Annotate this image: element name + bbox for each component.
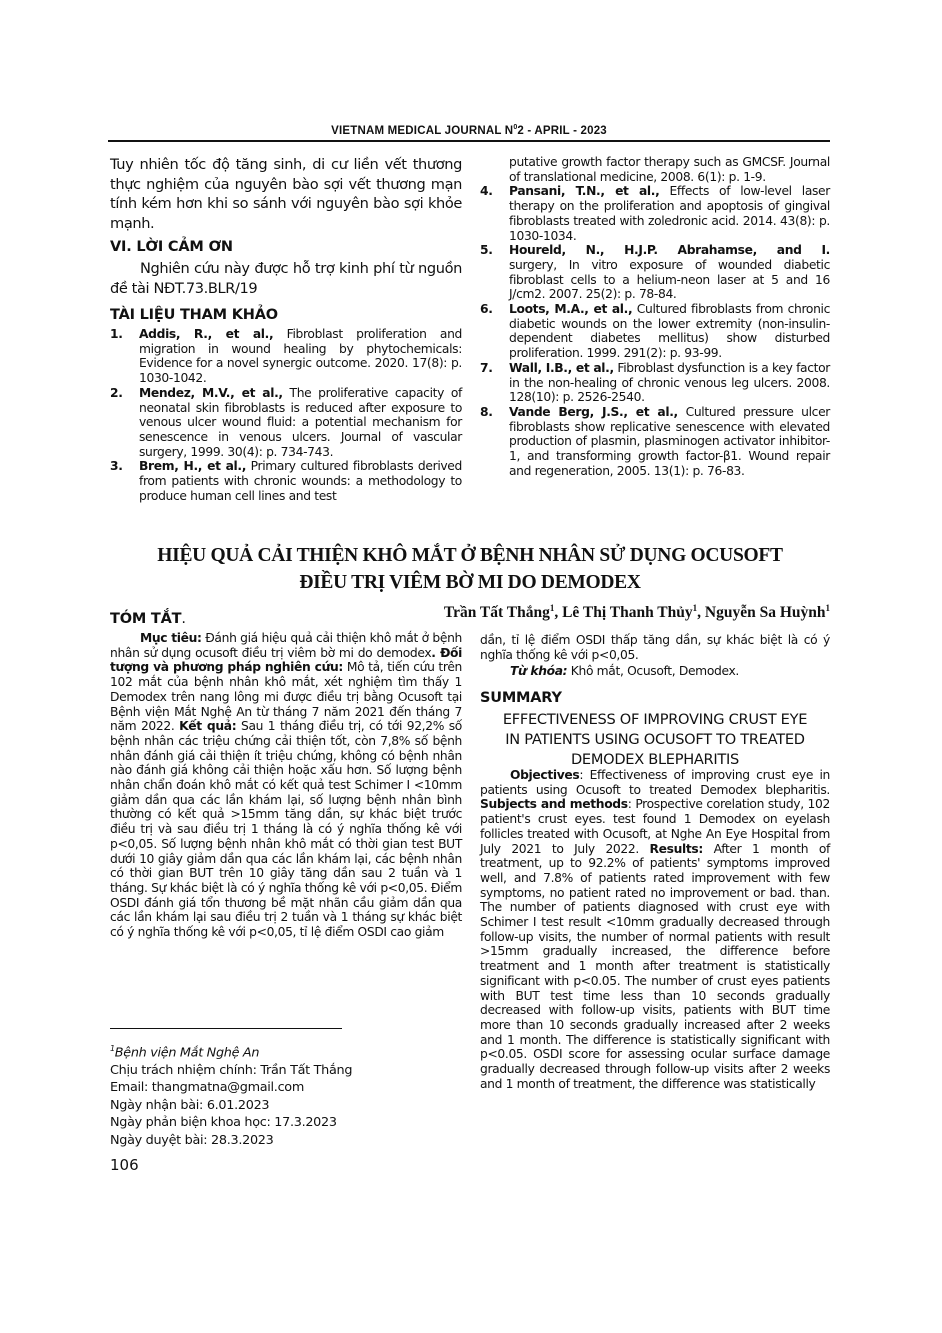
summary-heading: SUMMARY bbox=[480, 690, 562, 706]
ref-authors: Vande Berg, J.S., et al., bbox=[509, 404, 678, 419]
author-list: Trần Tất Thắng$^1$, Lê Thị Thanh Thủy$^1$, Nguyễn Sa Huỳnh$^1$ bbox=[443, 603, 830, 622]
ack-paragraph: Nghiên cứu này được hỗ trợ kinh phí từ nguồn đề tài NĐT.73.BLR/19 bbox=[110, 260, 462, 297]
reference-item bbox=[480, 243, 830, 302]
title-line-2: ĐIỀU TRỊ VIÊM BỜ MI DO DEMODEX bbox=[299, 572, 641, 593]
abstract-heading bbox=[110, 611, 462, 627]
author-name: Nguyễn Sa Huỳnh bbox=[704, 604, 826, 622]
ref-number: 4. bbox=[480, 184, 493, 199]
footnote-corresponding: Chịu trách nhiệm chính: Trần Tất Thắng bbox=[110, 1062, 353, 1078]
ref-authors: Wall, I.B., et al., bbox=[509, 360, 614, 375]
ref-number: 3. bbox=[110, 459, 123, 474]
ref-number bbox=[480, 155, 509, 184]
ref-number: 7. bbox=[480, 360, 493, 375]
references-right bbox=[480, 155, 830, 478]
results-label: Kết quả: bbox=[179, 719, 237, 734]
journal-name: VIETNAM MEDICAL JOURNAL N bbox=[331, 124, 514, 137]
footnote-rule bbox=[110, 1028, 342, 1029]
ref-number: 1. bbox=[110, 327, 123, 341]
methods-text: : Prospective corelation study, 102 patient's crust eyes. test found 1 Demodex on eyelash follicles treated with Ocusoft, at Nghe An Eye Hospital from July 2021 to July 2022. bbox=[480, 797, 830, 856]
ref-number: 6. bbox=[480, 302, 493, 317]
abstract-vi-paragraph bbox=[110, 631, 462, 940]
footnote-accepted: Ngày duyệt bài: 28.3.2023 bbox=[110, 1132, 274, 1148]
results-text: Sau 1 tháng điều trị, có tới 92,2% số bệnh nhân các triệu chứng cải thiện tốt, còn 7,8% số bệnh nhân đánh giá cải thiện ít triệu chứng, không có bệnh nhân nào đánh giá không cải thiện hoặc xấu hơn. Số lượng bệnh nhân chẩn đoán khô mắt có kết quả test Schimer I <10mm giảm dần qua các lần khám lại, số lượng bệnh nhân bình thường có kết quả >15mm tăng dần, sự khác biệt trước điều trị và sau điều trị 1 tháng là có ý nghĩa thống kê với p<0,05. Số lượng bệnh nhân khô mắt có thời gian test BUT dưới 10 giây giảm dần qua các lần khám lại, các bệnh nhân có thời gian BUT trên 10 giây tăng dần sau 2 tuần và 1 tháng. Sự khác biệt là có ý nghĩa thống kê với p<0,05. Điểm OSDI đánh giá tổn thương bề mặt nhãn cầu giảm dần qua các lần khám lại sau điều trị 2 tuần và 1 tháng sự khác biệt có ý nghĩa thống kê với p<0,05, tỉ lệ điểm OSDI cao giảm bbox=[110, 719, 462, 940]
running-header bbox=[108, 124, 830, 137]
reference-item bbox=[480, 405, 830, 479]
ref-authors: Brem, H., et al., bbox=[139, 459, 247, 474]
article-title bbox=[110, 542, 830, 596]
references-left bbox=[110, 327, 462, 503]
ref-number: 8. bbox=[480, 404, 493, 419]
keywords bbox=[480, 664, 830, 679]
affiliation-text: Bệnh viện Mắt Nghệ An bbox=[114, 1045, 260, 1061]
abstract-vi-continued: dần, tỉ lệ điểm OSDI thấp tăng dần, sự khác biệt là có ý nghĩa thống kê với p<0,05. bbox=[480, 633, 830, 662]
ref-text: Fibroblast proliferation and migration in wound healing by phytochemicals: Evidence for a novel synergic outcome. 2020. 17(8): p. 1030-1042. bbox=[139, 327, 462, 386]
results-label: Results: bbox=[649, 841, 703, 856]
summary-title: EFFECTIVENESS OF IMPROVING CRUST EYE IN PATIENTS USING OCUSOFT TO TREATED DEMODEX BLEPHARITIS bbox=[502, 711, 808, 768]
abstract-heading-dot: . bbox=[181, 611, 186, 627]
footnote-reviewed: Ngày phản biện khoa học: 17.3.2023 bbox=[110, 1115, 337, 1131]
author-name: Trần Tất Thắng bbox=[443, 604, 550, 622]
conclusion-paragraph: Tuy nhiên tốc độ tăng sinh, di cư liền vết thương thực nghiệm của nguyên bào sợi vết thương mạn tính kém hơn khi so sánh với nguyên bào sợi khỏe mạnh. bbox=[110, 156, 462, 232]
page-number: 106 bbox=[110, 1156, 139, 1174]
objectives-text: : Effectiveness of improving crust eye in patients using Ocusoft to treated Demodex blepharitis. bbox=[480, 768, 830, 797]
ref-text: putative growth factor therapy such as GMCSF. Journal of translational medicine, 2008. 6(1): p. 1-9. bbox=[509, 155, 830, 184]
reference-item bbox=[480, 361, 830, 405]
reference-item bbox=[110, 327, 462, 386]
ref-number: 5. bbox=[480, 243, 493, 258]
ref-text: Primary cultured fibroblasts derived from patients with chronic wounds: a methodology to produce human cell lines and test bbox=[139, 459, 462, 503]
ref-authors: Mendez, M.V., et al., bbox=[139, 385, 283, 400]
keywords-text: Khô mắt, Ocusoft, Demodex. bbox=[567, 664, 739, 678]
methods-text: Mô tả, tiến cứu trên 102 mắt của bệnh nhân khô mắt, xét nghiệm tìm thấy 1 Demodex trên nang lông mi được điều trị bằng Ocusoft tại Bệnh viện Mắt Nghệ An từ tháng 7 năm 2021 đến tháng 7 năm 2022. bbox=[110, 660, 462, 734]
objectives-label: Objectives bbox=[510, 768, 580, 782]
ref-authors: Addis, R., et al., bbox=[139, 327, 274, 341]
results-text: After 1 month of treatment, up to 92.2% of patients' symptoms improved well, and 7.8% of patients rated improvement with few symptoms, no patient rated no improvement or bad. than. The number of patients diagnosed with crust eye with Schimer I test result <10mm gradually decreased through follow-up visits, the number of normal patients with result >15mm gradually increased, the difference before treatment and 1 month after treatment is statistically significant with p<0.05. The number of crust eyes patients with BUT test time less than 10 seconds gradually decreased with follow-up visits, patients with BUT time more than 10 seconds gradually increased after 2 weeks and 1 month. The difference is statistically significant with p<0.05. OSDI score for assessing ocular surface damage gradually decreased through follow-up visits after 2 weeks and 1 month of treatment, the difference was statistically bbox=[480, 841, 830, 1091]
author-affiliation: 1 bbox=[825, 603, 830, 613]
objective-label: Mục tiêu: bbox=[140, 631, 202, 645]
reference-item bbox=[110, 386, 462, 460]
ref-text: surgery, In vitro exposure of wounded diabetic fibroblast cells to a helium-neon laser at 5 and 16 J/cm2. 2007. 25(2): p. 78-84. bbox=[509, 257, 830, 302]
ref-text: Fibroblast dysfunction is a key factor in the non-healing of chronic venous leg ulcers. 2008. 128(10): p. 2526-2540. bbox=[509, 360, 830, 405]
ref-text: Effects of low-level laser therapy on the proliferation and apoptosis of gingival fibroblasts treated with zoledronic acid. 2014. 43(8): p. 1030-1034. bbox=[509, 184, 830, 243]
ack-heading: VI. LỜI CẢM ƠN bbox=[110, 239, 233, 255]
reference-item bbox=[480, 302, 830, 361]
ref-number: 2. bbox=[110, 385, 123, 400]
abstract-heading-text: TÓM TẮT bbox=[110, 611, 182, 627]
header-rule bbox=[108, 140, 830, 142]
reference-item bbox=[480, 184, 830, 243]
ref-text: The proliferative capacity of neonatal skin fibroblasts is reduced after exposure to venous ulcer wound fluid: a potential mechanism for senescence in venous ulcers. Journal of vascular surgery, 1999. 30(4): p. 734-743. bbox=[139, 385, 462, 459]
issue-date: 2 - APRIL - 2023 bbox=[517, 124, 607, 137]
methods-label: Subjects and methods bbox=[480, 797, 628, 812]
title-line-1: HIỆU QUẢ CẢI THIỆN KHÔ MẮT Ở BỆNH NHÂN SỬ DỤNG OCUSOFT bbox=[157, 545, 783, 566]
footnote-received: Ngày nhận bài: 6.01.2023 bbox=[110, 1097, 270, 1113]
summary-paragraph bbox=[480, 768, 830, 1091]
ref-authors: Pansani, T.N., et al., bbox=[509, 184, 660, 199]
reference-item bbox=[110, 459, 462, 503]
author-affiliation: 1 bbox=[692, 603, 698, 613]
keywords-label: Từ khóa: bbox=[510, 664, 568, 678]
ref-authors: Loots, M.A., et al., bbox=[509, 302, 633, 317]
author-name: Lê Thị Thanh Thủy bbox=[562, 604, 693, 622]
author-affiliation: 1 bbox=[549, 603, 555, 613]
footnotes bbox=[110, 1040, 352, 1149]
footnote-email: Email: thangmatna@gmail.com bbox=[110, 1080, 305, 1096]
objective-text: Đánh giá hiệu quả cải thiện khô mắt ở bệnh nhân sử dụng ocusoft điều trị viêm bờ mi do demodex bbox=[110, 631, 462, 660]
reference-item bbox=[480, 155, 830, 184]
ref-text: Cultured pressure ulcer fibroblasts show replicative senescence with elevated production of plasmin, plasminogen activator inhibitor-1, and transforming growth factor-β1. Wound repair and regeneration, 2005. 13(1): p. 76-83. bbox=[509, 404, 830, 478]
methods-label: . Đối tượng và phương pháp nghiên cứu: bbox=[110, 645, 462, 675]
footnote-affiliation bbox=[110, 1040, 352, 1062]
affiliation-marker: 1 bbox=[110, 1044, 115, 1053]
ref-text: Cultured fibroblasts from chronic diabetic wounds on the lower extremity (non-insulin-dependent diabetes mellitus) show disturbed proliferation. 1999. 291(2): p. 93-99. bbox=[509, 302, 831, 361]
issue-superscript: 0 bbox=[513, 124, 518, 131]
ref-authors: Houreld, N., H.J.P. Abrahamse, and I. bbox=[509, 243, 830, 258]
references-heading: TÀI LIỆU THAM KHẢO bbox=[110, 307, 278, 323]
